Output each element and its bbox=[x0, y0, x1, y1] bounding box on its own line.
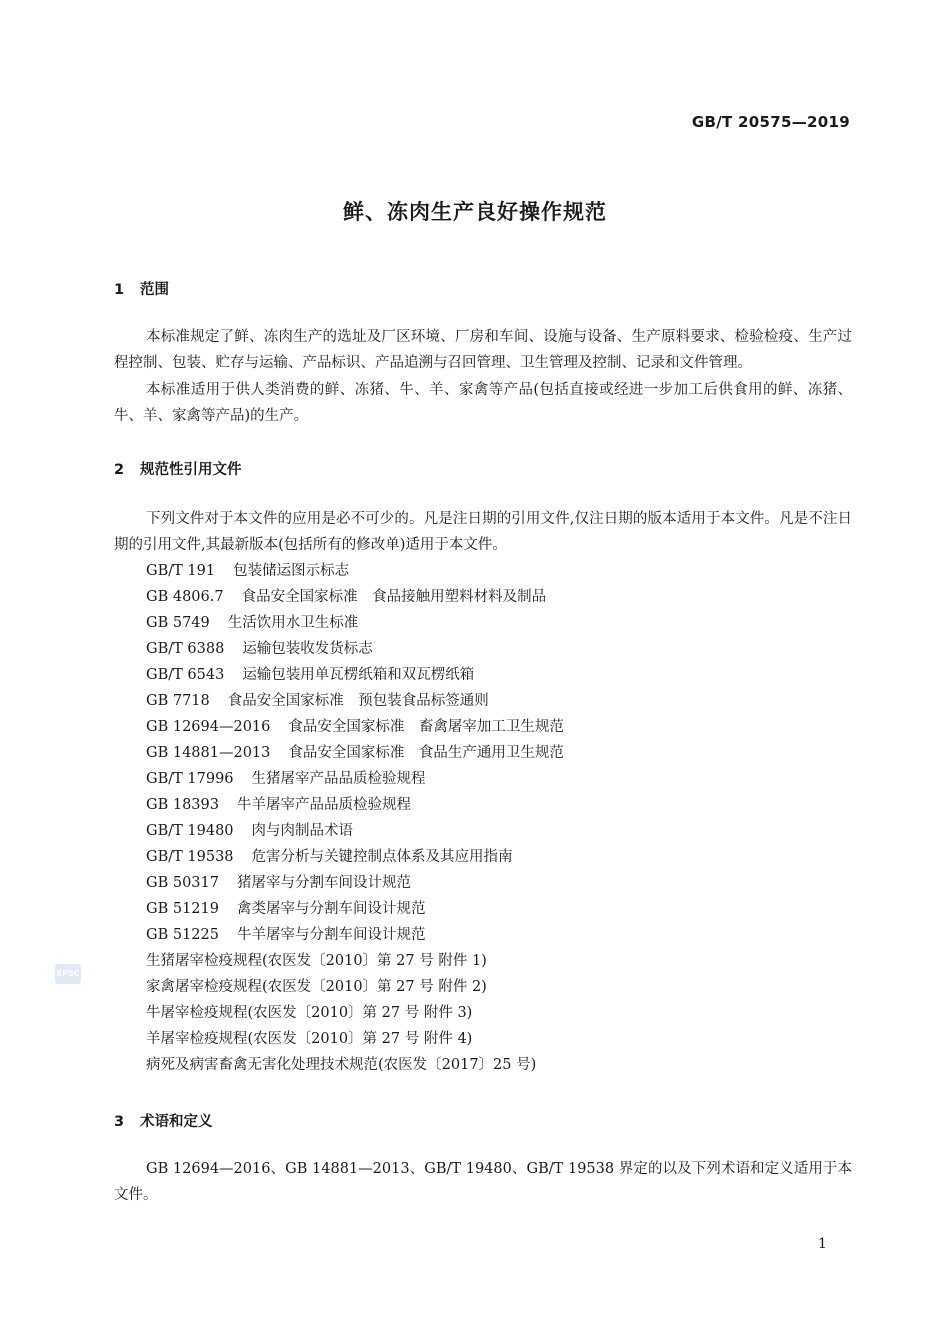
reference-title: 生活饮用水卫生标准 bbox=[227, 615, 359, 631]
section-number: 1 bbox=[114, 282, 125, 298]
section-1-paragraph-1: 本标准规定了鲜、冻肉生产的选址及厂区环境、厂房和车间、设施与设备、生产原料要求、检验检疫、生产过程控制、包装、贮存与运输、产品标识、产品追溯与召回管理、卫生管理及控制、记录和文件管理。 bbox=[114, 329, 852, 371]
reference-item bbox=[146, 870, 564, 896]
section-2-heading bbox=[114, 458, 242, 479]
reference-item bbox=[146, 922, 564, 948]
reference-title: 运输包装用单瓦楞纸箱和双瓦楞纸箱 bbox=[242, 667, 475, 683]
section-title: 术语和定义 bbox=[140, 1114, 213, 1130]
section-number: 2 bbox=[114, 462, 125, 478]
reference-code: GB 12694—2016 bbox=[146, 719, 271, 735]
reference-item bbox=[146, 584, 564, 610]
reference-item bbox=[146, 558, 564, 584]
reference-item bbox=[146, 766, 564, 792]
reference-title: 食品安全国家标准 预包装食品标签通则 bbox=[227, 693, 489, 709]
section-title: 范围 bbox=[140, 282, 169, 298]
reference-code: GB 50317 bbox=[146, 875, 219, 891]
reference-code: GB 18393 bbox=[146, 797, 219, 813]
section-1-heading bbox=[114, 278, 169, 299]
reference-code: GB 14881—2013 bbox=[146, 745, 271, 761]
reference-title: 生猪屠宰产品品质检验规程 bbox=[251, 771, 426, 787]
reference-item bbox=[146, 844, 564, 870]
reference-title: 食品安全国家标准 食品接触用塑料材料及制品 bbox=[241, 589, 547, 605]
reference-item bbox=[146, 948, 564, 974]
reference-title: 牛羊屠宰产品品质检验规程 bbox=[236, 797, 411, 813]
reference-title: 牛羊屠宰与分割车间设计规范 bbox=[236, 927, 426, 943]
reference-code: GB/T 17996 bbox=[146, 771, 234, 787]
reference-item bbox=[146, 636, 564, 662]
reference-title: 猪屠宰与分割车间设计规范 bbox=[236, 875, 411, 891]
reference-code: GB 7718 bbox=[146, 693, 210, 709]
reference-code: GB 4806.7 bbox=[146, 589, 224, 605]
section-number: 3 bbox=[114, 1114, 125, 1130]
reference-title: 运输包装收发货标志 bbox=[242, 641, 373, 657]
reference-item bbox=[146, 610, 564, 636]
page-number: 1 bbox=[818, 1236, 827, 1252]
section-title: 规范性引用文件 bbox=[140, 462, 242, 478]
reference-item bbox=[146, 662, 564, 688]
reference-title: 生猪屠宰检疫规程(农医发〔2010〕第 27 号 附件 1) bbox=[146, 953, 487, 969]
reference-item bbox=[146, 714, 564, 740]
reference-item bbox=[146, 688, 564, 714]
reference-item bbox=[146, 1052, 564, 1078]
document-title: 鲜、冻肉生产良好操作规范 bbox=[343, 200, 607, 224]
reference-title: 危害分析与关键控制点体系及其应用指南 bbox=[251, 849, 513, 865]
reference-title: 病死及病害畜禽无害化处理技术规范(农医发〔2017〕25 号) bbox=[146, 1057, 537, 1073]
reference-title: 家禽屠宰检疫规程(农医发〔2010〕第 27 号 附件 2) bbox=[146, 979, 487, 995]
section-1-paragraph-2: 本标准适用于供人类消费的鲜、冻猪、牛、羊、家禽等产品(包括直接或经进一步加工后供食用的鲜、冻猪、牛、羊、家禽等产品)的生产。 bbox=[114, 382, 852, 424]
normative-reference-list bbox=[146, 558, 564, 1078]
reference-title: 食品安全国家标准 畜禽屠宰加工卫生规范 bbox=[288, 719, 564, 735]
reference-item bbox=[146, 740, 564, 766]
reference-title: 禽类屠宰与分割车间设计规范 bbox=[236, 901, 426, 917]
reference-item bbox=[146, 1000, 564, 1026]
reference-code: GB/T 19480 bbox=[146, 823, 234, 839]
reference-item bbox=[146, 974, 564, 1000]
reference-item bbox=[146, 818, 564, 844]
reference-title: 牛屠宰检疫规程(农医发〔2010〕第 27 号 附件 3) bbox=[146, 1005, 473, 1021]
reference-code: GB/T 6543 bbox=[146, 667, 225, 683]
reference-code: GB 5749 bbox=[146, 615, 210, 631]
reference-code: GB 51225 bbox=[146, 927, 219, 943]
section-3-heading bbox=[114, 1110, 213, 1131]
section-3-paragraph-1: GB 12694—2016、GB 14881—2013、GB/T 19480、GB/T 19538 界定的以及下列术语和定义适用于本文件。 bbox=[114, 1161, 852, 1203]
standard-number: GB/T 20575—2019 bbox=[691, 113, 850, 131]
reference-title: 羊屠宰检疫规程(农医发〔2010〕第 27 号 附件 4) bbox=[146, 1031, 473, 1047]
watermark-logo: SPSC bbox=[55, 964, 81, 984]
reference-code: GB/T 19538 bbox=[146, 849, 234, 865]
reference-code: GB/T 191 bbox=[146, 563, 216, 579]
reference-code: GB/T 6388 bbox=[146, 641, 225, 657]
section-2-paragraph-1: 下列文件对于本文件的应用是必不可少的。凡是注日期的引用文件,仅注日期的版本适用于本文件。凡是不注日期的引用文件,其最新版本(包括所有的修改单)适用于本文件。 bbox=[114, 511, 852, 553]
reference-code: GB 51219 bbox=[146, 901, 219, 917]
reference-title: 包装储运图示标志 bbox=[233, 563, 350, 579]
reference-item bbox=[146, 896, 564, 922]
reference-item bbox=[146, 792, 564, 818]
reference-item bbox=[146, 1026, 564, 1052]
reference-title: 食品安全国家标准 食品生产通用卫生规范 bbox=[288, 745, 564, 761]
reference-title: 肉与肉制品术语 bbox=[251, 823, 354, 839]
